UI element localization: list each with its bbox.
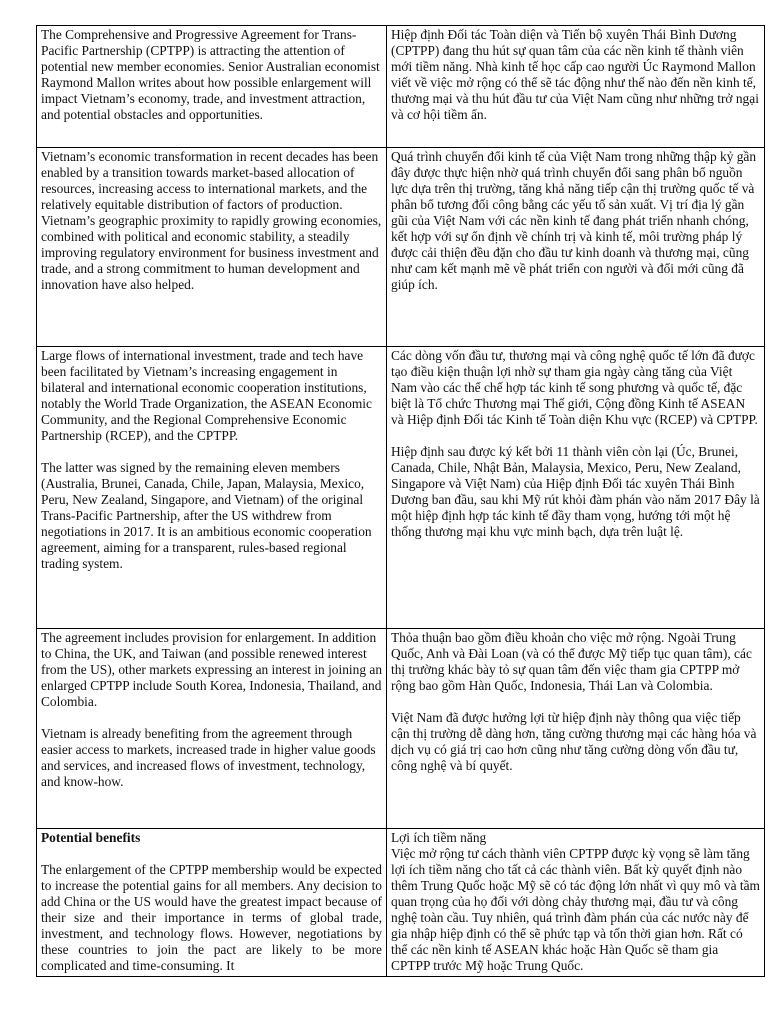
vietnamese-cell: [387, 629, 765, 829]
english-paragraph: The agreement includes provision for enlargement. In addition to China, the UK, and Taiwan (and possible renewed interest from the US), other markets expressing an interest in joining an enlarged CPTPP include South Korea, Indonesia, Thailand, and Colombia.: [41, 630, 383, 709]
section-heading: Lợi ích tiềm năng: [391, 830, 487, 845]
table-row: [37, 829, 765, 977]
english-paragraph: Large flows of international investment, trade and tech have been facilitated by Vietnam’s increasing engagement in bilateral and international economic cooperation institutions, notably the World Trade Organization, the ASEAN Economic Community, and the Regional Comprehensive Economic Partnership (RCEP), and the CPTPP.: [41, 348, 372, 443]
section-heading: Potential benefits: [41, 830, 141, 845]
english-cell: [37, 629, 387, 829]
table-row: [37, 347, 765, 629]
vietnamese-cell: [387, 26, 765, 148]
english-paragraph: The latter was signed by the remaining eleven members (Australia, Brunei, Canada, Chile, Japan, Malaysia, Mexico, Peru, New Zealand, Singapore, and Vietnam) of the original Trans-Pacific Partnership, after the US withdrew from negotiations in 2017. It is an ambitious economic cooperation agreement, aiming for a transparent, rules-based regional trading system.: [41, 460, 372, 571]
vietnamese-paragraph: Các dòng vốn đầu tư, thương mại và công nghệ quốc tế lớn đã được tạo điều kiện thuận lợi nhờ sự tham gia ngày càng tăng của Việt Nam vào các thể chế hợp tác kinh tế song phương và quốc tế, đặc biệt là Tổ chức Thương mại Thế giới, Cộng đồng Kinh tế ASEAN và Hiệp định Đối tác Kinh tế Toàn diện Khu vực (RCEP) và CPTPP.: [391, 348, 758, 427]
vietnamese-paragraph: Quá trình chuyển đổi kinh tế của Việt Nam trong những thập kỷ gần đây được thực hiện nhờ quá trình chuyển đổi sang phân bổ nguồn lực dựa trên thị trường, tăng khả năng tiếp cận thị trường quốc tế và phân bổ tương đối công bằng các yếu tố sản xuất. Vị trí địa lý gần gũi của Việt Nam với các nền kinh tế đang phát triển nhanh chóng, kết hợp với sự ổn định về chính trị và kinh tế, môi trường pháp lý được cải thiện đều đặn cho đầu tư kinh doanh và thương mại, cũng như cam kết mạnh mẽ về phát triển con người và đổi mới cũng đã giúp ích.: [391, 149, 757, 292]
table-row: [37, 26, 765, 148]
vietnamese-cell: [387, 829, 765, 977]
vietnamese-cell: [387, 347, 765, 629]
english-paragraph: The enlargement of the CPTPP membership would be expected to increase the potential gains for all members. Any decision to add China or the US would have the greatest impact because of their size and their importance in terms of global trade, investment, and technology flows. However, negotiations by these countries to join the pact are likely to be more complicated and time-consuming. It: [41, 862, 382, 973]
table-row: [37, 148, 765, 347]
english-paragraph: The Comprehensive and Progressive Agreement for Trans-Pacific Partnership (CPTPP) is attracting the attention of potential new member economies. Senior Australian economist Raymond Mallon writes about how possible enlargement will impact Vietnam’s economy, trade, and investment attraction, and potential obstacles and opportunities.: [41, 27, 380, 122]
english-cell: [37, 148, 387, 347]
table-row: [37, 629, 765, 829]
vietnamese-paragraph: Thỏa thuận bao gồm điều khoản cho việc mở rộng. Ngoài Trung Quốc, Anh và Đài Loan (và có thể được Mỹ tiếp tục quan tâm), các thị trường khác bày tỏ sự quan tâm đến việc tham gia CPTPP mở rộng bao gồm Hàn Quốc, Indonesia, Thái Lan và Colombia.: [391, 630, 752, 693]
vietnamese-paragraph: Hiệp định sau được ký kết bởi 11 thành viên còn lại (Úc, Brunei, Canada, Chile, Nhật Bản, Malaysia, Mexico, Peru, New Zealand, Singapore và Việt Nam) của Hiệp định Đối tác xuyên Thái Bình Dương ban đầu, sau khi Mỹ rút khỏi đàm phán vào năm 2017 Đây là một hiệp định hợp tác kinh tế đầy tham vọng, hướng tới một hệ thống thương mại khu vực minh bạch, dựa trên luật lệ.: [391, 444, 760, 539]
english-cell: [37, 347, 387, 629]
english-cell: [37, 829, 387, 977]
vietnamese-paragraph: Việt Nam đã được hưởng lợi từ hiệp định này thông qua việc tiếp cận thị trường dễ dàng hơn, tăng cường thương mại các hàng hóa và dịch vụ có giá trị cao hơn cũng như tăng cường dòng vốn đầu tư, công nghệ và bí quyết.: [391, 710, 757, 773]
vietnamese-paragraph: Việc mở rộng tư cách thành viên CPTPP được kỳ vọng sẽ làm tăng lợi ích tiềm năng cho tất cả các thành viên. Bất kỳ quyết định nào thêm Trung Quốc hoặc Mỹ sẽ có tác động lớn nhất vì quy mô và tầm quan trọng của họ đối với dòng chảy thương mại, đầu tư và công nghệ toàn cầu. Tuy nhiên, quá trình đàm phán của các nước này để gia nhập hiệp định có thể sẽ phức tạp và tốn thời gian hơn. Rất có thể các nền kinh tế ASEAN khác hoặc Hàn Quốc sẽ tham gia CPTPP trước Mỹ hoặc Trung Quốc.: [391, 846, 760, 973]
bilingual-table: [36, 25, 765, 977]
vietnamese-cell: [387, 148, 765, 347]
english-paragraph: Vietnam is already benefiting from the agreement through easier access to markets, increased trade in higher value goods and services, and increased flows of investment, technology, and know-how.: [41, 726, 376, 789]
english-paragraph: Vietnam’s economic transformation in recent decades has been enabled by a transition towards market-based allocation of resources, increasing access to international markets, and the relatively equitable distribution of factors of production. Vietnam’s geographic proximity to rapidly growing economies, combined with political and economic stability, a steadily improving regulatory environment for business investment and trade, and a strong commitment to human development and innovation have also helped.: [41, 149, 382, 292]
document-page: [36, 25, 760, 977]
vietnamese-paragraph: Hiệp định Đối tác Toàn diện và Tiến bộ xuyên Thái Bình Dương (CPTPP) đang thu hút sự quan tâm của các nền kinh tế thành viên mới tiềm năng. Nhà kinh tế học cấp cao người Úc Raymond Mallon viết về việc mở rộng có thể sẽ tác động như thế nào đến nền kinh tế, thương mại và thu hút đầu tư của Việt Nam cũng như những trở ngại và cơ hội tiềm ẩn.: [391, 27, 759, 122]
english-cell: [37, 26, 387, 148]
